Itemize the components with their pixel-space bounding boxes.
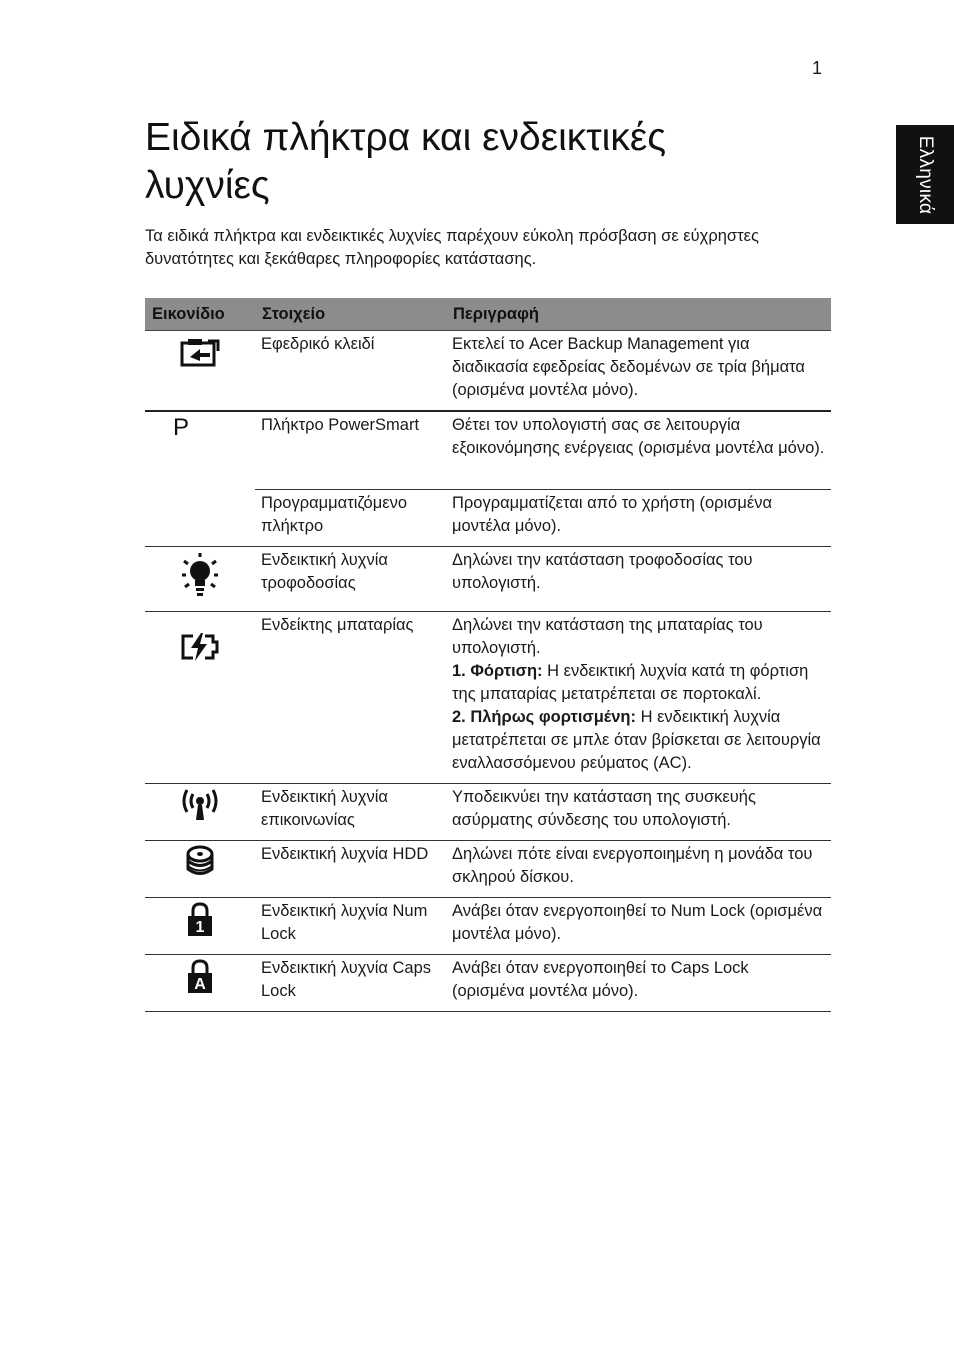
- item-name: Ενδεικτική λυχνία HDD: [255, 840, 446, 897]
- item-name: Ενδεικτική λυχνία Num Lock: [255, 897, 446, 954]
- table-row: [145, 897, 831, 954]
- item-name: Πλήκτρο PowerSmart: [255, 411, 446, 489]
- item-name: Ενδεικτική λυχνία επικοινωνίας: [255, 783, 446, 840]
- power-bulb-icon: [178, 551, 222, 599]
- battery-charge-icon: [179, 632, 221, 662]
- hdd-disk-icon: [182, 845, 218, 879]
- table-header-row: [145, 298, 831, 331]
- caps-lock-icon: [185, 959, 215, 995]
- header-item: Στοιχείο: [255, 298, 446, 331]
- language-side-tab: [896, 125, 954, 224]
- item-name: Εφεδρικό κλειδί: [255, 331, 446, 412]
- icon-cell: [145, 783, 255, 840]
- page-number: 1: [812, 58, 823, 78]
- header-icon: Εικονίδιο: [145, 298, 255, 331]
- icon-cell: [145, 411, 255, 546]
- caps-lock-letter: A: [194, 975, 206, 993]
- table-row: [145, 411, 831, 489]
- icon-cell: [145, 546, 255, 611]
- table-row: [145, 331, 831, 412]
- icon-cell: [145, 897, 255, 954]
- item-description: Δηλώνει πότε είναι ενεργοποιημένη η μονάδα του σκληρού δίσκου.: [446, 840, 831, 897]
- table-row: [145, 840, 831, 897]
- backup-key-icon: [178, 335, 222, 371]
- sub-label: 1. Φόρτιση:: [452, 661, 543, 680]
- description-main: Δηλώνει την κατάσταση της μπαταρίας του υπολογιστή.: [452, 615, 763, 657]
- page-title: Ειδικά πλήκτρα και ενδεικτικές λυχνίες: [145, 116, 666, 207]
- num-lock-icon: [185, 902, 215, 938]
- icon-cell: [145, 611, 255, 783]
- item-description: Θέτει τον υπολογιστή σας σε λειτουργία εξοικονόμησης ενέργειας (ορισμένα μοντέλα μόνο).: [446, 411, 831, 489]
- table-row: [145, 954, 831, 1011]
- language-label: Ελληνικά: [915, 135, 936, 214]
- sub-text: Η ενδεικτική λυχνία μετατρέπεται σε μπλε όταν βρίσκεται σε λειτουργία εναλλασσόμενου ρεύματος (AC).: [452, 707, 821, 772]
- special-keys-table: [145, 298, 831, 1012]
- item-description: Εκτελεί το Acer Backup Management για διαδικασία εφεδρείας δεδομένων σε τρία βήματα (ορισμένα μοντέλα μόνο).: [446, 331, 831, 412]
- icon-cell: [145, 331, 255, 412]
- powersmart-p-icon: P: [172, 414, 189, 441]
- item-description: Ανάβει όταν ενεργοποιηθεί το Num Lock (ορισμένα μοντέλα μόνο).: [446, 897, 831, 954]
- sub-text: Η ενδεικτική λυχνία κατά τη φόρτιση της μπαταρίας μετατρέπεται σε πορτοκαλί.: [452, 661, 809, 703]
- num-lock-digit: 1: [195, 918, 205, 936]
- item-name: Προγραμματιζόμενο πλήκτρο: [255, 489, 446, 546]
- table-row: [145, 611, 831, 783]
- sub-label: 2. Πλήρως φορτισμένη:: [452, 707, 636, 726]
- wireless-antenna-icon: [179, 788, 221, 822]
- item-name: Ενδείκτης μπαταρίας: [255, 611, 446, 783]
- item-description: Δηλώνει την κατάσταση τροφοδοσίας του υπολογιστή.: [446, 546, 831, 611]
- description-sub-charging: [452, 660, 825, 706]
- item-description: Υποδεικνύει την κατάσταση της συσκευής ασύρματης σύνδεσης του υπολογιστή.: [446, 783, 831, 840]
- description-sub-full: [452, 706, 825, 775]
- intro-paragraph: Τα ειδικά πλήκτρα και ενδεικτικές λυχνίες παρέχουν εύκολη πρόσβαση σε εύχρηστες δυνατότητες και ξεκάθαρες πληροφορίες κατάστασης.: [145, 227, 759, 268]
- table-row: [145, 783, 831, 840]
- item-description: Προγραμματίζεται από το χρήστη (ορισμένα μοντέλα μόνο).: [446, 489, 831, 546]
- header-description: Περιγραφή: [446, 298, 831, 331]
- table-row: [145, 546, 831, 611]
- item-description: [446, 611, 831, 783]
- item-description: Ανάβει όταν ενεργοποιηθεί το Caps Lock (ορισμένα μοντέλα μόνο).: [446, 954, 831, 1011]
- item-name: Ενδεικτική λυχνία Caps Lock: [255, 954, 446, 1011]
- item-name: Ενδεικτική λυχνία τροφοδοσίας: [255, 546, 446, 611]
- icon-cell: [145, 954, 255, 1011]
- icon-cell: [145, 840, 255, 897]
